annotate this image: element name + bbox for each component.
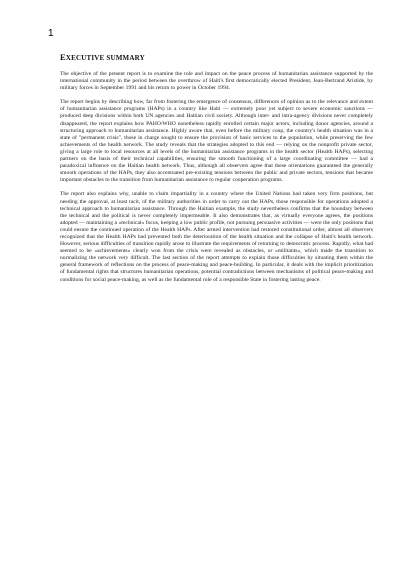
- document-body: [60, 71, 373, 291]
- paragraph-objective: The objective of the present report is to examine the role and impact on the peace process of humanitarian assistance supported by the international community in the period between the overthrow of Haiti's first democratically elected President, Jean-Bertrand Aristide, by military forces in September 1991 and his return to power in October 1994.: [60, 71, 373, 92]
- paragraph-impartiality: The report also explains why, unable to claim impartiality in a country where the United Nations had taken very firm positions, but needing the approval, at least tacit, of the military authorities in order to carry out the HAPs, those responsible for operations adopted a technical approach to humanitarian assistance. Through the Haitian example, the study nevertheless confirms that the boundary between the technical and the political is never completely impermeable. It also demonstrates that, as virtually everyone agrees, the positions adopted — maintaining a «technical» focus, keeping a low public profile, not pursuing persuasive activities — were the only positions that could ensure the continued operation of the Health HAPs. After armed intervention had restored constitutional order, almost all observers recognized that the Health HAPs had prevented both the deterioration of the health situation and the collapse of Haiti's health network. However, serious difficulties of transition rapidly arose to illustrate the requirements of returning to democratic process. Rapidly, what had seemed to be «achievements» clearly won from the crisis were revealed as obstacles, or «militants», which made the transition to normalizing the network very difficult. The last section of the report attempts to explain those difficulties by situating them within the general framework of reflections on the process of peace-making and peace-building. In particular, it deals with the implicit prioritization of fundamental rights that structures humanitarian operations, potential contradictions between mechanisms of political peace-making and conditions for social peace-making, as well as the fundamental role of a responsible State in fostering lasting peace.: [60, 191, 373, 283]
- page-number: 1: [48, 28, 54, 39]
- section-title-rest: XECUTIVE SUMMARY: [65, 54, 145, 62]
- paragraph-divisions: The report begins by describing how, far from fostering the emergence of consensus, differences of opinion as to the relevance and extent of humanitarian assistance programs (HAPs) in a country like Haiti — extremely poor yet subject to severe economic sanctions — produced deep divisions within both UN agencies and Haitian civil society. Although inter- and intra-agency divisions never completely disappeared, the report explains how PAHO/WHO nonetheless rapidly enrolled certain major actors, including donor agencies, around a structuring approach to humanitarian assistance. Highly aware that, even before the military coup, the country's health situation was in a state of "permanent crisis", those in charge sought to ensure the provision of basic services to the population, while preserving the few achievements of the health network. The study reveals that the strategies adopted to this end — relying on the nonprofit private sector, giving a large role to local resources at all levels of the humanitarian assistance programs in the health sector (Health HAPs), selecting partners on the basis of their technical capabilities, ensuring the smooth functioning of a large coordinating committee — had a paradoxical influence on the Haitian health network. Thus, although all observers agree that these orientations guaranteed the generally smooth operations of the HAPs, they also accentuated pre-existing tensions between the public and private sectors, tensions that became important obstacles to the transition from humanitarian assistance to regular cooperation programs.: [60, 99, 373, 184]
- section-title: [60, 53, 145, 63]
- section-title-initial: E: [60, 52, 66, 62]
